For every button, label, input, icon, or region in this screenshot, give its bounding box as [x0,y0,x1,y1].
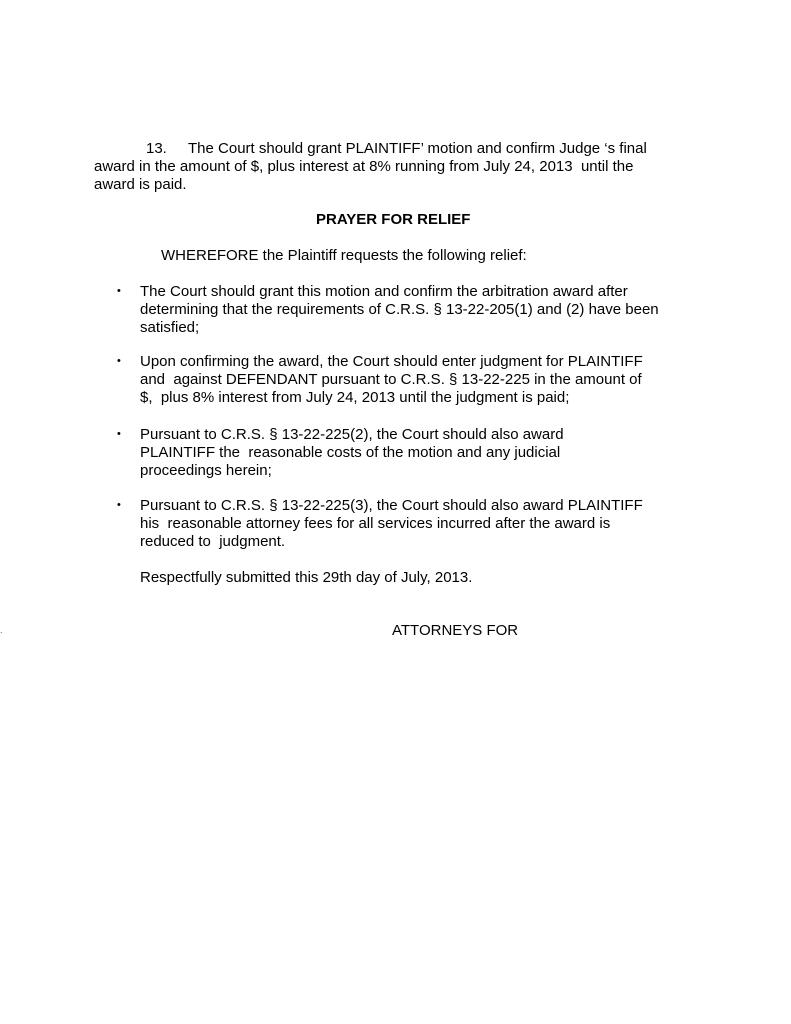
bullet-icon: • [117,428,121,440]
prayer-heading: PRAYER FOR RELIEF [316,211,471,228]
relief-item-line: proceedings herein; [140,462,272,479]
margin-mark: . [0,625,3,635]
bullet-icon: • [117,285,121,297]
prayer-intro: WHEREFORE the Plaintiff requests the following relief: [161,247,527,264]
relief-item-line: $, plus 8% interest from July 24, 2013 until the judgment is paid; [140,389,570,406]
paragraph-line-1: The Court should grant PLAINTIFF’ motion and confirm Judge ‘s final [188,140,647,157]
paragraph-line-2: award in the amount of $, plus interest at 8% running from July 24, 2013 until the [94,158,634,175]
relief-item-line: satisfied; [140,319,200,336]
bullet-icon: • [117,499,121,511]
relief-item-line: reduced to judgment. [140,533,286,550]
relief-item-line: Pursuant to C.R.S. § 13-22-225(2), the Court should also award [140,426,564,443]
respectfully-submitted: Respectfully submitted this 29th day of July, 2013. [140,569,473,586]
relief-item-line: his reasonable attorney fees for all services incurred after the award is [140,515,611,532]
relief-item-line: PLAINTIFF the reasonable costs of the motion and any judicial [140,444,561,461]
relief-item-line: and against DEFENDANT pursuant to C.R.S. § 13-22-225 in the amount of [140,371,642,388]
paragraph-number: 13. [146,140,167,157]
relief-item-line: determining that the requirements of C.R.S. § 13-22-205(1) and (2) have been [140,301,659,318]
paragraph-line-3: award is paid. [94,176,187,193]
relief-item-line: Upon confirming the award, the Court should enter judgment for PLAINTIFF [140,353,643,370]
relief-item-line: The Court should grant this motion and confirm the arbitration award after [140,283,628,300]
bullet-icon: • [117,355,121,367]
signature-label: ATTORNEYS FOR [392,622,519,639]
relief-item-line: Pursuant to C.R.S. § 13-22-225(3), the Court should also award PLAINTIFF [140,497,643,514]
